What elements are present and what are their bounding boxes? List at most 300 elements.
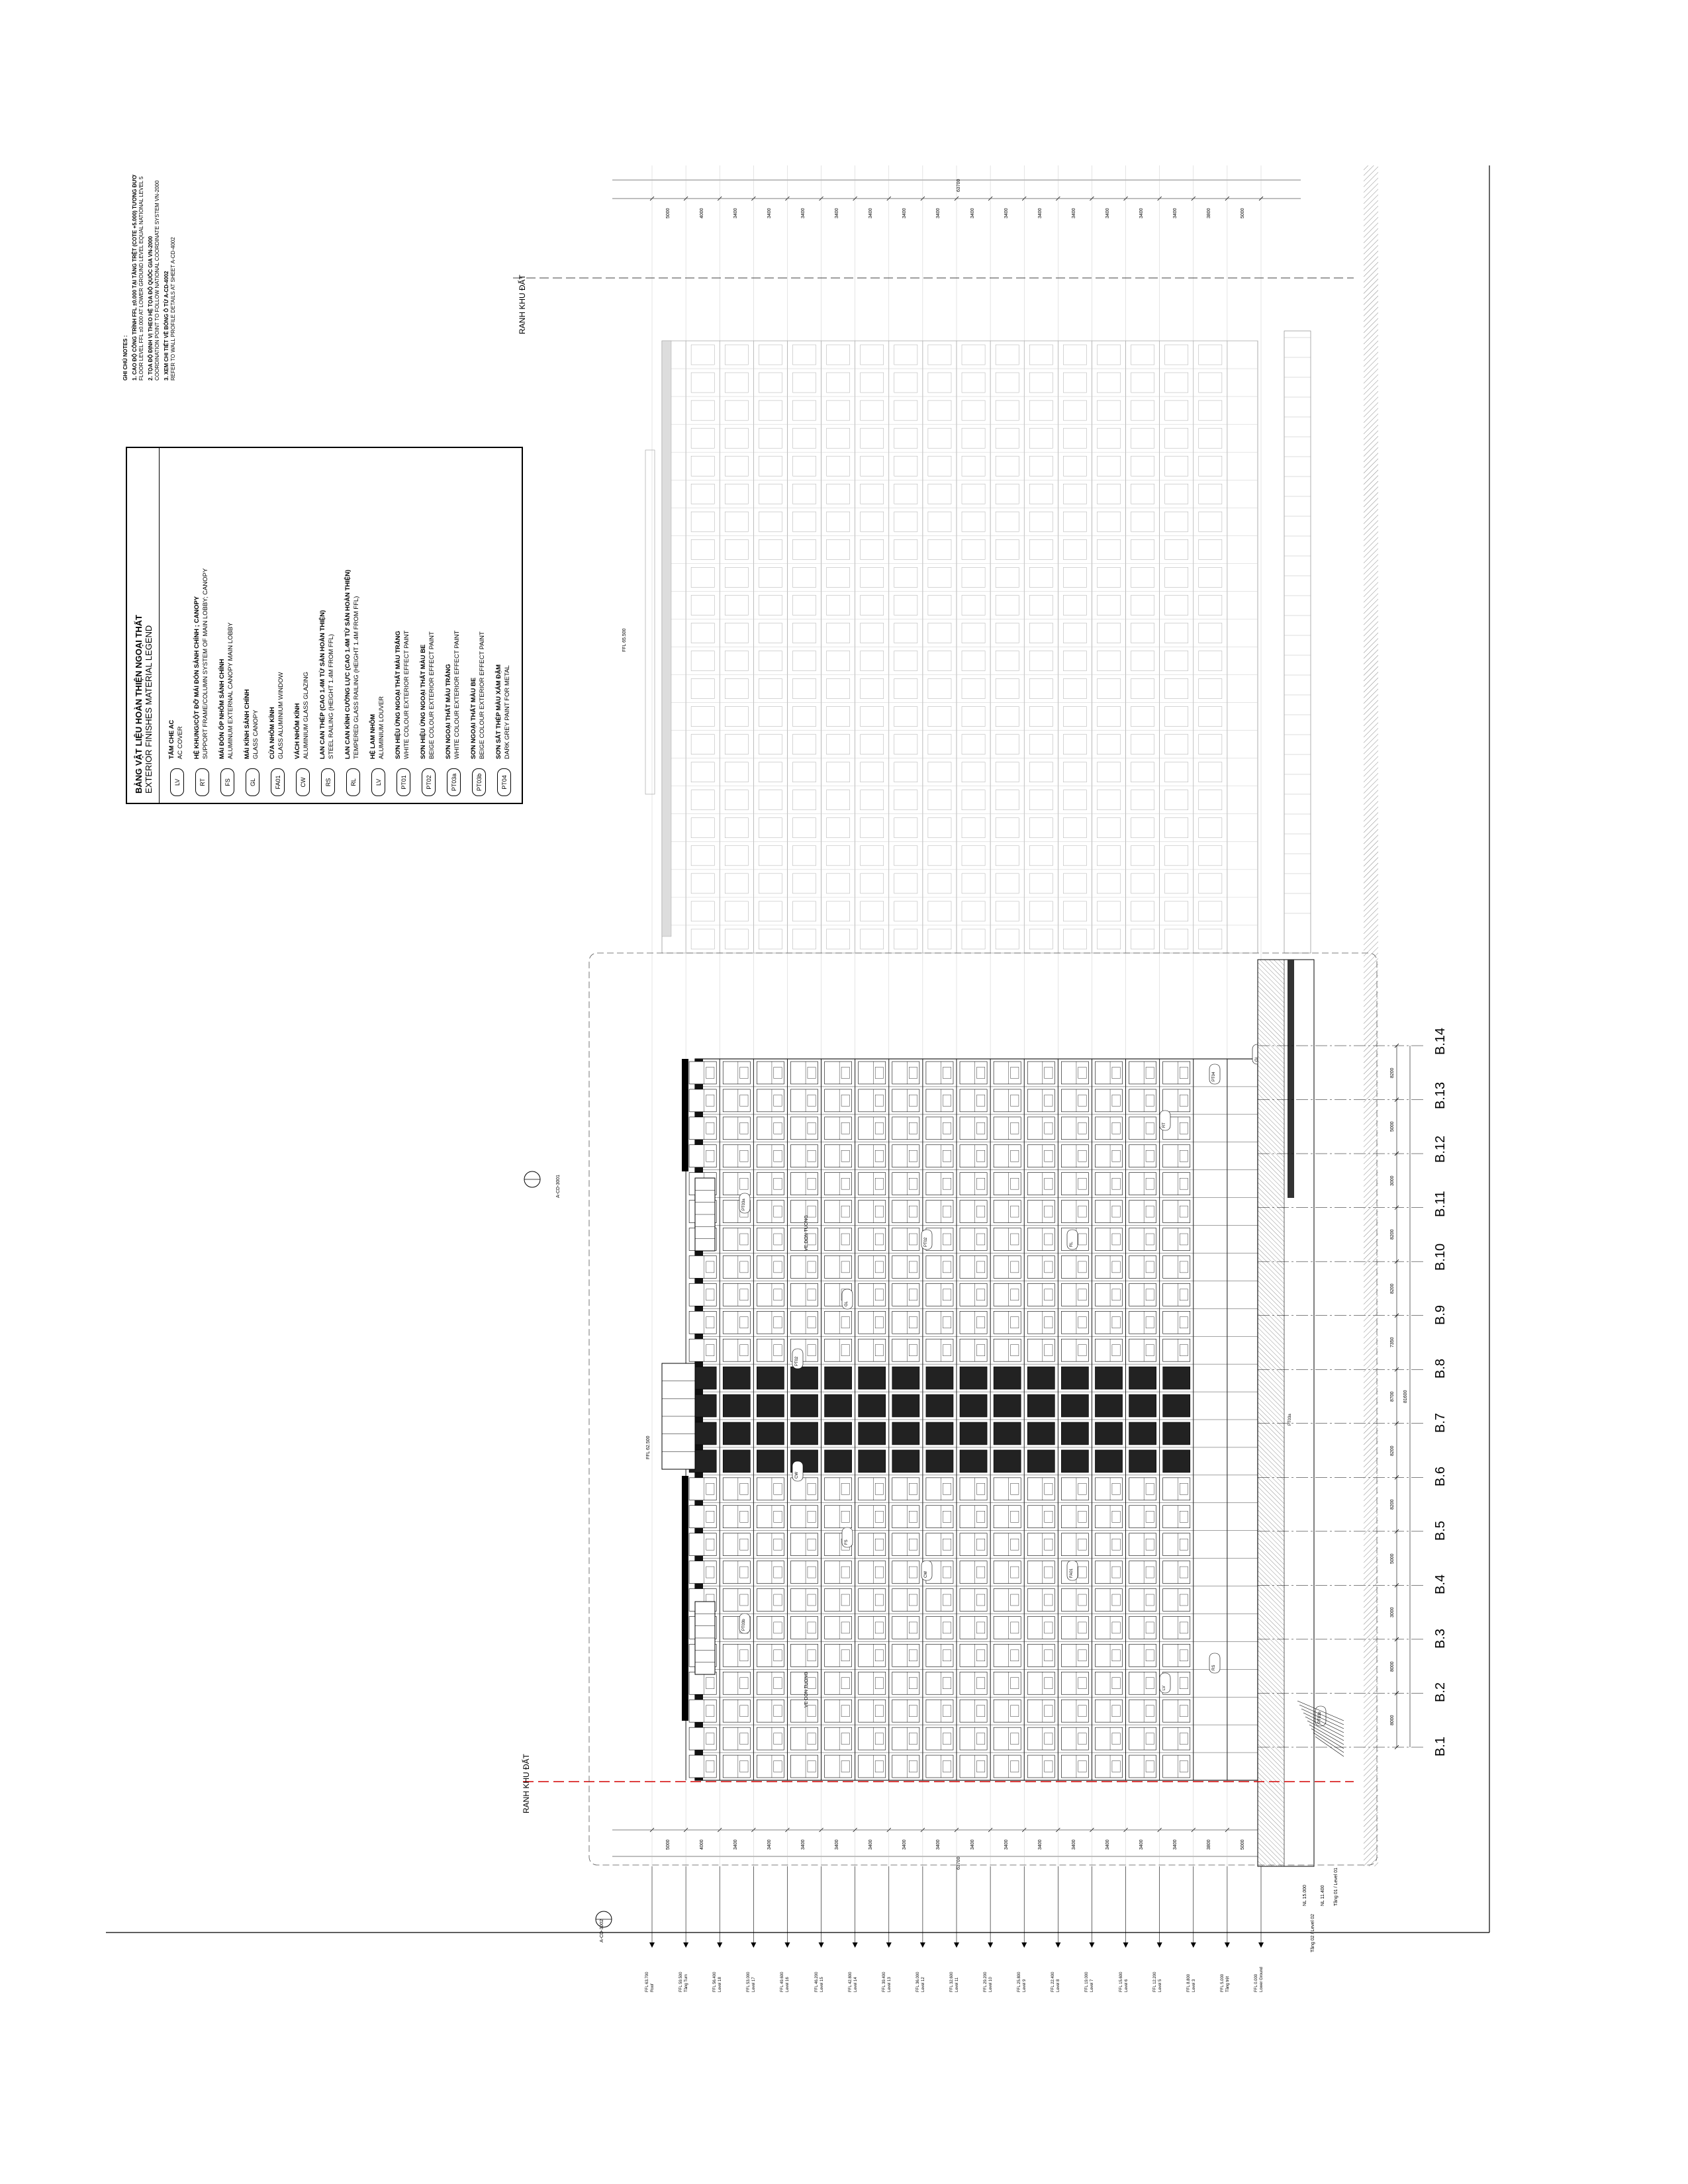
upper-window <box>1199 790 1222 810</box>
lower-window-unit <box>926 1145 953 1167</box>
upper-dim-total: 63700 <box>957 179 961 192</box>
lower-window-unit <box>1129 1478 1156 1500</box>
lower-window-unit <box>825 1228 852 1251</box>
lower-window-unit <box>1129 1173 1156 1195</box>
upper-window <box>861 901 884 921</box>
upper-window <box>1199 623 1222 643</box>
upper-window <box>792 707 816 727</box>
lower-window-unit <box>926 1422 953 1445</box>
upper-window <box>1199 651 1222 671</box>
axis-dim-value: 5000 <box>1390 1553 1395 1564</box>
lower-window-unit <box>1129 1228 1156 1251</box>
upper-dim-value: 3400 <box>835 208 840 218</box>
level-markers <box>649 1866 1264 1948</box>
upper-dim-value: 5000 <box>1241 208 1246 218</box>
legend-item-vn: MÁI ĐÓN ỐP NHÔM SẢNH CHÍNH <box>218 659 226 759</box>
lower-window-unit <box>960 1616 987 1639</box>
lower-window-unit <box>1129 1311 1156 1334</box>
upper-window <box>759 595 782 615</box>
lower-window-unit <box>892 1089 919 1112</box>
lower-window-unit <box>960 1201 987 1223</box>
upper-window <box>996 735 1019 754</box>
upper-window <box>894 735 917 754</box>
upper-window <box>827 818 850 838</box>
lower-window-unit <box>960 1506 987 1528</box>
level-marker <box>683 1942 688 1948</box>
lower-window-unit <box>960 1089 987 1112</box>
upper-window <box>996 929 1019 949</box>
lower-window-unit <box>1061 1616 1088 1639</box>
upper-window <box>725 846 748 866</box>
upper-window <box>928 735 951 754</box>
upper-dim-value: 3400 <box>1004 208 1009 218</box>
lower-window-unit <box>1061 1255 1088 1278</box>
lower-window-unit <box>689 1145 716 1167</box>
lower-window-unit <box>1027 1644 1055 1666</box>
upper-window <box>1165 512 1188 531</box>
upper-window <box>1165 901 1188 921</box>
upper-window <box>861 790 884 810</box>
upper-window <box>928 623 951 643</box>
legend-item-en: TEMPERED GLASS RAILING (HEIGHT 1.4M FROM FFL) <box>353 596 360 759</box>
upper-window <box>861 373 884 392</box>
level-label-elevation: FFL 56.400 <box>713 1972 718 1992</box>
upper-window <box>996 901 1019 921</box>
upper-window <box>996 762 1019 782</box>
level-label-elevation: FFL 32.600 <box>950 1972 954 1992</box>
material-tag-label: CW <box>795 1472 799 1479</box>
level-02-note: Tầng 02 / Level 02 <box>1311 1914 1315 1952</box>
upper-window <box>1131 735 1154 754</box>
upper-window <box>962 735 985 754</box>
lower-window-unit <box>892 1339 919 1361</box>
level-marker <box>1021 1942 1027 1948</box>
note-vn: 2. TỌA ĐỘ ĐỊNH VỊ THEO HỆ TỌA ĐỘ QUỐC GIA VN-2000 <box>148 236 154 381</box>
lower-window-unit <box>926 1255 953 1278</box>
lower-window-unit <box>723 1367 750 1389</box>
axis-dim-value: 8000 <box>1390 1715 1395 1726</box>
lower-window-unit <box>1061 1173 1088 1195</box>
lower-window-unit <box>825 1727 852 1750</box>
upper-window <box>1199 901 1222 921</box>
lower-window-unit <box>1129 1616 1156 1639</box>
axis-dim-value: 8200 <box>1390 1445 1395 1456</box>
lower-window-unit <box>1027 1089 1055 1112</box>
upper-window <box>1097 539 1120 559</box>
lower-window-unit <box>1163 1478 1190 1500</box>
lower-window-unit <box>859 1145 886 1167</box>
lower-window-unit <box>757 1145 784 1167</box>
upper-window <box>759 679 782 699</box>
upper-window <box>691 595 714 615</box>
lower-window-unit <box>926 1672 953 1694</box>
upper-dim-value: 3400 <box>902 208 908 218</box>
lower-window-unit <box>926 1727 953 1750</box>
upper-window <box>1165 846 1188 866</box>
lower-window-unit <box>1027 1616 1055 1639</box>
upper-window <box>792 539 816 559</box>
upper-window <box>1029 595 1053 615</box>
legend-item-vn: SƠN HIỆU ỨNG NGOẠI THẤT MÀU TRẮNG <box>395 631 402 759</box>
lower-dim-value: 3400 <box>1004 1839 1009 1850</box>
upper-window <box>759 651 782 671</box>
lower-window-unit <box>960 1561 987 1584</box>
upper-window <box>1063 484 1086 504</box>
legend-row <box>290 448 316 803</box>
lower-window-unit <box>757 1117 784 1140</box>
upper-dim-value: 3800 <box>1207 208 1212 218</box>
level-marker <box>1157 1942 1162 1948</box>
legend-code-badge: PT02 <box>422 768 436 796</box>
lower-window-unit <box>1061 1589 1088 1612</box>
podium-band <box>1258 331 1344 1866</box>
axis-dim-value: 7350 <box>1390 1337 1395 1348</box>
lower-window-unit <box>859 1283 886 1306</box>
legend-code-badge: PT03a <box>447 768 461 796</box>
nl-15000: NL 15.000 <box>1303 1884 1307 1906</box>
grid-axis-label: B.14 <box>1433 1027 1448 1055</box>
upper-window <box>1097 345 1120 365</box>
legend-code-badge: RT <box>195 768 209 796</box>
lower-window-unit <box>859 1173 886 1195</box>
upper-window <box>861 456 884 476</box>
roof-edge-black <box>682 1476 688 1721</box>
lower-window-unit <box>757 1394 784 1417</box>
upper-window <box>1097 567 1120 587</box>
lower-window-unit <box>723 1228 750 1251</box>
lower-window-unit <box>994 1672 1021 1694</box>
upper-window <box>1199 874 1222 893</box>
lower-window-unit <box>1129 1422 1156 1445</box>
lower-window-unit <box>1027 1173 1055 1195</box>
upper-window <box>1097 846 1120 866</box>
lower-window-unit <box>1027 1394 1055 1417</box>
legend-item-en: GLASS CANOPY <box>252 709 259 759</box>
upper-window <box>1131 400 1154 420</box>
lower-window-unit <box>1129 1755 1156 1778</box>
lower-window-unit <box>757 1672 784 1694</box>
upper-window <box>962 790 985 810</box>
level-label-name: Level 7 <box>1090 1979 1095 1992</box>
lower-window-unit <box>757 1755 784 1778</box>
lower-dim-value: 3400 <box>868 1839 874 1850</box>
note-vn: 3. XEM CHI TIẾT VỀ BÓNG Ô TỪ A-CD-4002 <box>164 271 169 381</box>
upper-window <box>827 790 850 810</box>
legend-item-en: STEEL RAILING (HEIGHT 1.4M FROM FFL) <box>328 634 335 759</box>
lower-dim-value: 3400 <box>1071 1839 1076 1850</box>
grid-axis-label: B.12 <box>1433 1135 1448 1163</box>
upper-window <box>928 484 951 504</box>
upper-window <box>691 901 714 921</box>
lower-window-unit <box>1095 1450 1122 1473</box>
upper-window <box>792 651 816 671</box>
upper-window <box>861 567 884 587</box>
lower-window-unit <box>859 1339 886 1361</box>
upper-window <box>928 874 951 893</box>
lower-window-unit <box>723 1062 750 1084</box>
lower-window-unit <box>1095 1201 1122 1223</box>
upper-window <box>827 762 850 782</box>
upper-window <box>759 484 782 504</box>
upper-window <box>1165 623 1188 643</box>
lower-window-unit <box>960 1339 987 1361</box>
lower-window-unit <box>859 1672 886 1694</box>
lower-window-unit <box>859 1478 886 1500</box>
upper-window <box>827 400 850 420</box>
level-label-name: Lower Ground <box>1260 1966 1264 1992</box>
lower-window-unit <box>1027 1422 1055 1445</box>
legend-item-en: AC COVER <box>177 726 184 759</box>
upper-window <box>792 818 816 838</box>
lower-window-unit <box>1163 1755 1190 1778</box>
lower-window-unit <box>994 1062 1021 1084</box>
lower-window-unit <box>926 1533 953 1556</box>
level-label-elevation: FFL 22.400 <box>1051 1972 1056 1992</box>
upper-window <box>1199 345 1222 365</box>
lower-window-unit <box>859 1255 886 1278</box>
lower-window-unit <box>723 1089 750 1112</box>
upper-window <box>792 567 816 587</box>
lower-window-unit <box>1095 1339 1122 1361</box>
upper-window <box>928 651 951 671</box>
upper-window <box>1063 874 1086 893</box>
upper-window <box>894 846 917 866</box>
upper-window <box>996 567 1019 587</box>
section-ref-2-sheet: A-CD-3002 <box>600 1919 604 1942</box>
legend-code-badge: FA01 <box>271 768 285 796</box>
upper-window <box>894 707 917 727</box>
lower-window-unit <box>1095 1533 1122 1556</box>
lower-window-unit <box>1061 1478 1088 1500</box>
lower-window-unit <box>994 1311 1021 1334</box>
upper-dim-value: 3400 <box>868 208 874 218</box>
lower-window-unit <box>1129 1644 1156 1666</box>
upper-dim-value: 4000 <box>699 208 704 218</box>
lower-window-unit <box>825 1062 852 1084</box>
upper-window <box>1165 456 1188 476</box>
upper-window <box>1063 901 1086 921</box>
lower-window-unit <box>926 1117 953 1140</box>
legend-code-badge: PT04 <box>497 768 511 796</box>
lower-window-unit <box>790 1145 818 1167</box>
upper-window <box>1199 400 1222 420</box>
level-label-name: Level 12 <box>921 1977 925 1992</box>
lower-window-unit <box>790 1561 818 1584</box>
upper-dim-value: 3400 <box>801 208 806 218</box>
lower-window-unit <box>1095 1755 1122 1778</box>
legend-item-en: SUPPORT FRAME/COLUMN SYSTEM OF MAIN LOBBY; CANOPY <box>202 568 209 759</box>
lower-window-unit <box>1027 1533 1055 1556</box>
upper-window <box>1165 874 1188 893</box>
upper-window <box>792 595 816 615</box>
legend-code-badge: LV <box>170 768 184 796</box>
lower-window-unit <box>757 1450 784 1473</box>
level-label-elevation: FFL 39.400 <box>882 1972 886 1992</box>
level-label-elevation: FFL 53.000 <box>747 1972 751 1992</box>
upper-window <box>996 651 1019 671</box>
lower-window-unit <box>1027 1450 1055 1473</box>
lower-window-unit <box>994 1173 1021 1195</box>
lower-window-unit <box>892 1367 919 1389</box>
upper-window <box>1131 874 1154 893</box>
upper-window <box>861 484 884 504</box>
upper-window <box>827 512 850 531</box>
upper-window <box>759 373 782 392</box>
lower-window-unit <box>994 1255 1021 1278</box>
upper-window <box>691 512 714 531</box>
upper-window <box>962 539 985 559</box>
lower-dim-value: 3400 <box>1139 1839 1145 1850</box>
upper-window <box>861 679 884 699</box>
lower-window-unit <box>960 1145 987 1167</box>
upper-window <box>962 874 985 893</box>
upper-window <box>1029 456 1053 476</box>
upper-window <box>1165 345 1188 365</box>
lower-window-unit <box>892 1311 919 1334</box>
lower-window-unit <box>825 1089 852 1112</box>
upper-window <box>1165 428 1188 448</box>
lower-window-unit <box>859 1394 886 1417</box>
upper-window <box>759 901 782 921</box>
lower-window-unit <box>689 1339 716 1361</box>
upper-window <box>827 651 850 671</box>
lower-window-unit <box>723 1727 750 1750</box>
level-label-elevation: FFL 49.600 <box>780 1972 785 1992</box>
lower-window-unit <box>1163 1283 1190 1306</box>
lower-window-unit <box>757 1616 784 1639</box>
level-01-note: Tầng 01 / Level 01 <box>1334 1868 1338 1906</box>
lower-window-unit <box>825 1616 852 1639</box>
lower-window-unit <box>1163 1727 1190 1750</box>
level-label-elevation: FFL 36.000 <box>915 1972 920 1992</box>
upper-window <box>1063 623 1086 643</box>
upper-dim-value: 3400 <box>1071 208 1076 218</box>
upper-window <box>691 929 714 949</box>
upper-window <box>1063 567 1086 587</box>
lower-window-unit <box>825 1755 852 1778</box>
level-label-elevation: FFL 5.000 <box>1220 1974 1225 1992</box>
level-label-elevation: FFL 42.800 <box>848 1972 853 1992</box>
upper-window <box>827 623 850 643</box>
upper-window <box>759 790 782 810</box>
lower-window-unit <box>757 1089 784 1112</box>
upper-window <box>861 539 884 559</box>
lower-window-unit <box>960 1700 987 1722</box>
lower-window-unit <box>994 1283 1021 1306</box>
legend-row <box>416 448 442 803</box>
general-notes <box>122 142 179 381</box>
upper-window <box>1029 345 1053 365</box>
lower-window-unit <box>926 1394 953 1417</box>
upper-window <box>1131 679 1154 699</box>
upper-window <box>1199 735 1222 754</box>
upper-window <box>725 400 748 420</box>
legend-row <box>164 448 191 803</box>
lower-window-unit <box>960 1283 987 1306</box>
lower-window-unit <box>689 1506 716 1528</box>
upper-window <box>691 345 714 365</box>
legend-item-vn: HỆ LAM NHÔM <box>369 713 377 759</box>
upper-window <box>996 874 1019 893</box>
lower-window-unit <box>723 1422 750 1445</box>
upper-window <box>962 595 985 615</box>
lower-window-unit <box>1061 1727 1088 1750</box>
material-tag-label: PT03b <box>1318 1711 1322 1723</box>
upper-roof-feature <box>645 450 655 794</box>
lower-window-unit <box>1061 1506 1088 1528</box>
lower-building-elevation <box>662 1044 1326 1780</box>
upper-window <box>792 484 816 504</box>
upper-window <box>996 818 1019 838</box>
upper-window <box>691 679 714 699</box>
level-marker <box>717 1942 722 1948</box>
upper-window <box>725 567 748 587</box>
upper-window <box>928 846 951 866</box>
upper-dim-value: 3400 <box>1173 208 1178 218</box>
lower-window-unit <box>994 1201 1021 1223</box>
upper-window <box>1165 373 1188 392</box>
upper-window <box>827 874 850 893</box>
lower-window-unit <box>994 1478 1021 1500</box>
lower-window-unit <box>1061 1089 1088 1112</box>
upper-window <box>1199 428 1222 448</box>
upper-window <box>1063 762 1086 782</box>
lower-window-unit <box>994 1228 1021 1251</box>
axis-dim-total: 81600 <box>1403 1390 1408 1403</box>
lower-window-unit <box>960 1173 987 1195</box>
legend-item-vn: TẤM CHE AC <box>168 719 175 759</box>
upper-window <box>1199 818 1222 838</box>
upper-window <box>725 512 748 531</box>
lower-window-unit <box>723 1339 750 1361</box>
lower-window-unit <box>1163 1700 1190 1722</box>
lower-window-unit <box>689 1672 716 1694</box>
lower-window-unit <box>892 1672 919 1694</box>
lower-window-unit <box>1027 1311 1055 1334</box>
legend-item-vn: SƠN SẮT THÉP MÀU XÁM ĐẬM <box>495 664 502 759</box>
lower-window-unit <box>825 1589 852 1612</box>
lower-window-unit <box>1163 1506 1190 1528</box>
upper-window <box>1165 651 1188 671</box>
lower-window-unit <box>926 1506 953 1528</box>
legend-code-badge: PT01 <box>397 768 410 796</box>
legend-row <box>466 448 492 803</box>
lower-window-unit <box>825 1700 852 1722</box>
level-marker <box>954 1942 959 1948</box>
upper-window <box>996 484 1019 504</box>
upper-window <box>827 345 850 365</box>
material-tag-label: LV <box>1162 1686 1166 1690</box>
material-tag-label: PT03b <box>742 1619 746 1631</box>
upper-window <box>759 539 782 559</box>
upper-window <box>962 345 985 365</box>
section-ref-1-sheet: A-CD-3001 <box>556 1174 561 1198</box>
upper-window <box>691 484 714 504</box>
lower-window-unit <box>1129 1089 1156 1112</box>
lower-window-unit <box>994 1367 1021 1389</box>
lower-window-unit <box>689 1478 716 1500</box>
lower-window-unit <box>1061 1755 1088 1778</box>
grid-axis-label: B.5 <box>1433 1520 1448 1541</box>
lower-window-unit <box>723 1700 750 1722</box>
grid-axis-label: B.11 <box>1433 1190 1448 1217</box>
lower-window-unit <box>1027 1672 1055 1694</box>
material-tag-label: FA01 <box>1070 1568 1074 1578</box>
lower-window-unit <box>1129 1367 1156 1389</box>
upper-window <box>894 567 917 587</box>
upper-window <box>1029 707 1053 727</box>
lower-window-unit <box>757 1228 784 1251</box>
